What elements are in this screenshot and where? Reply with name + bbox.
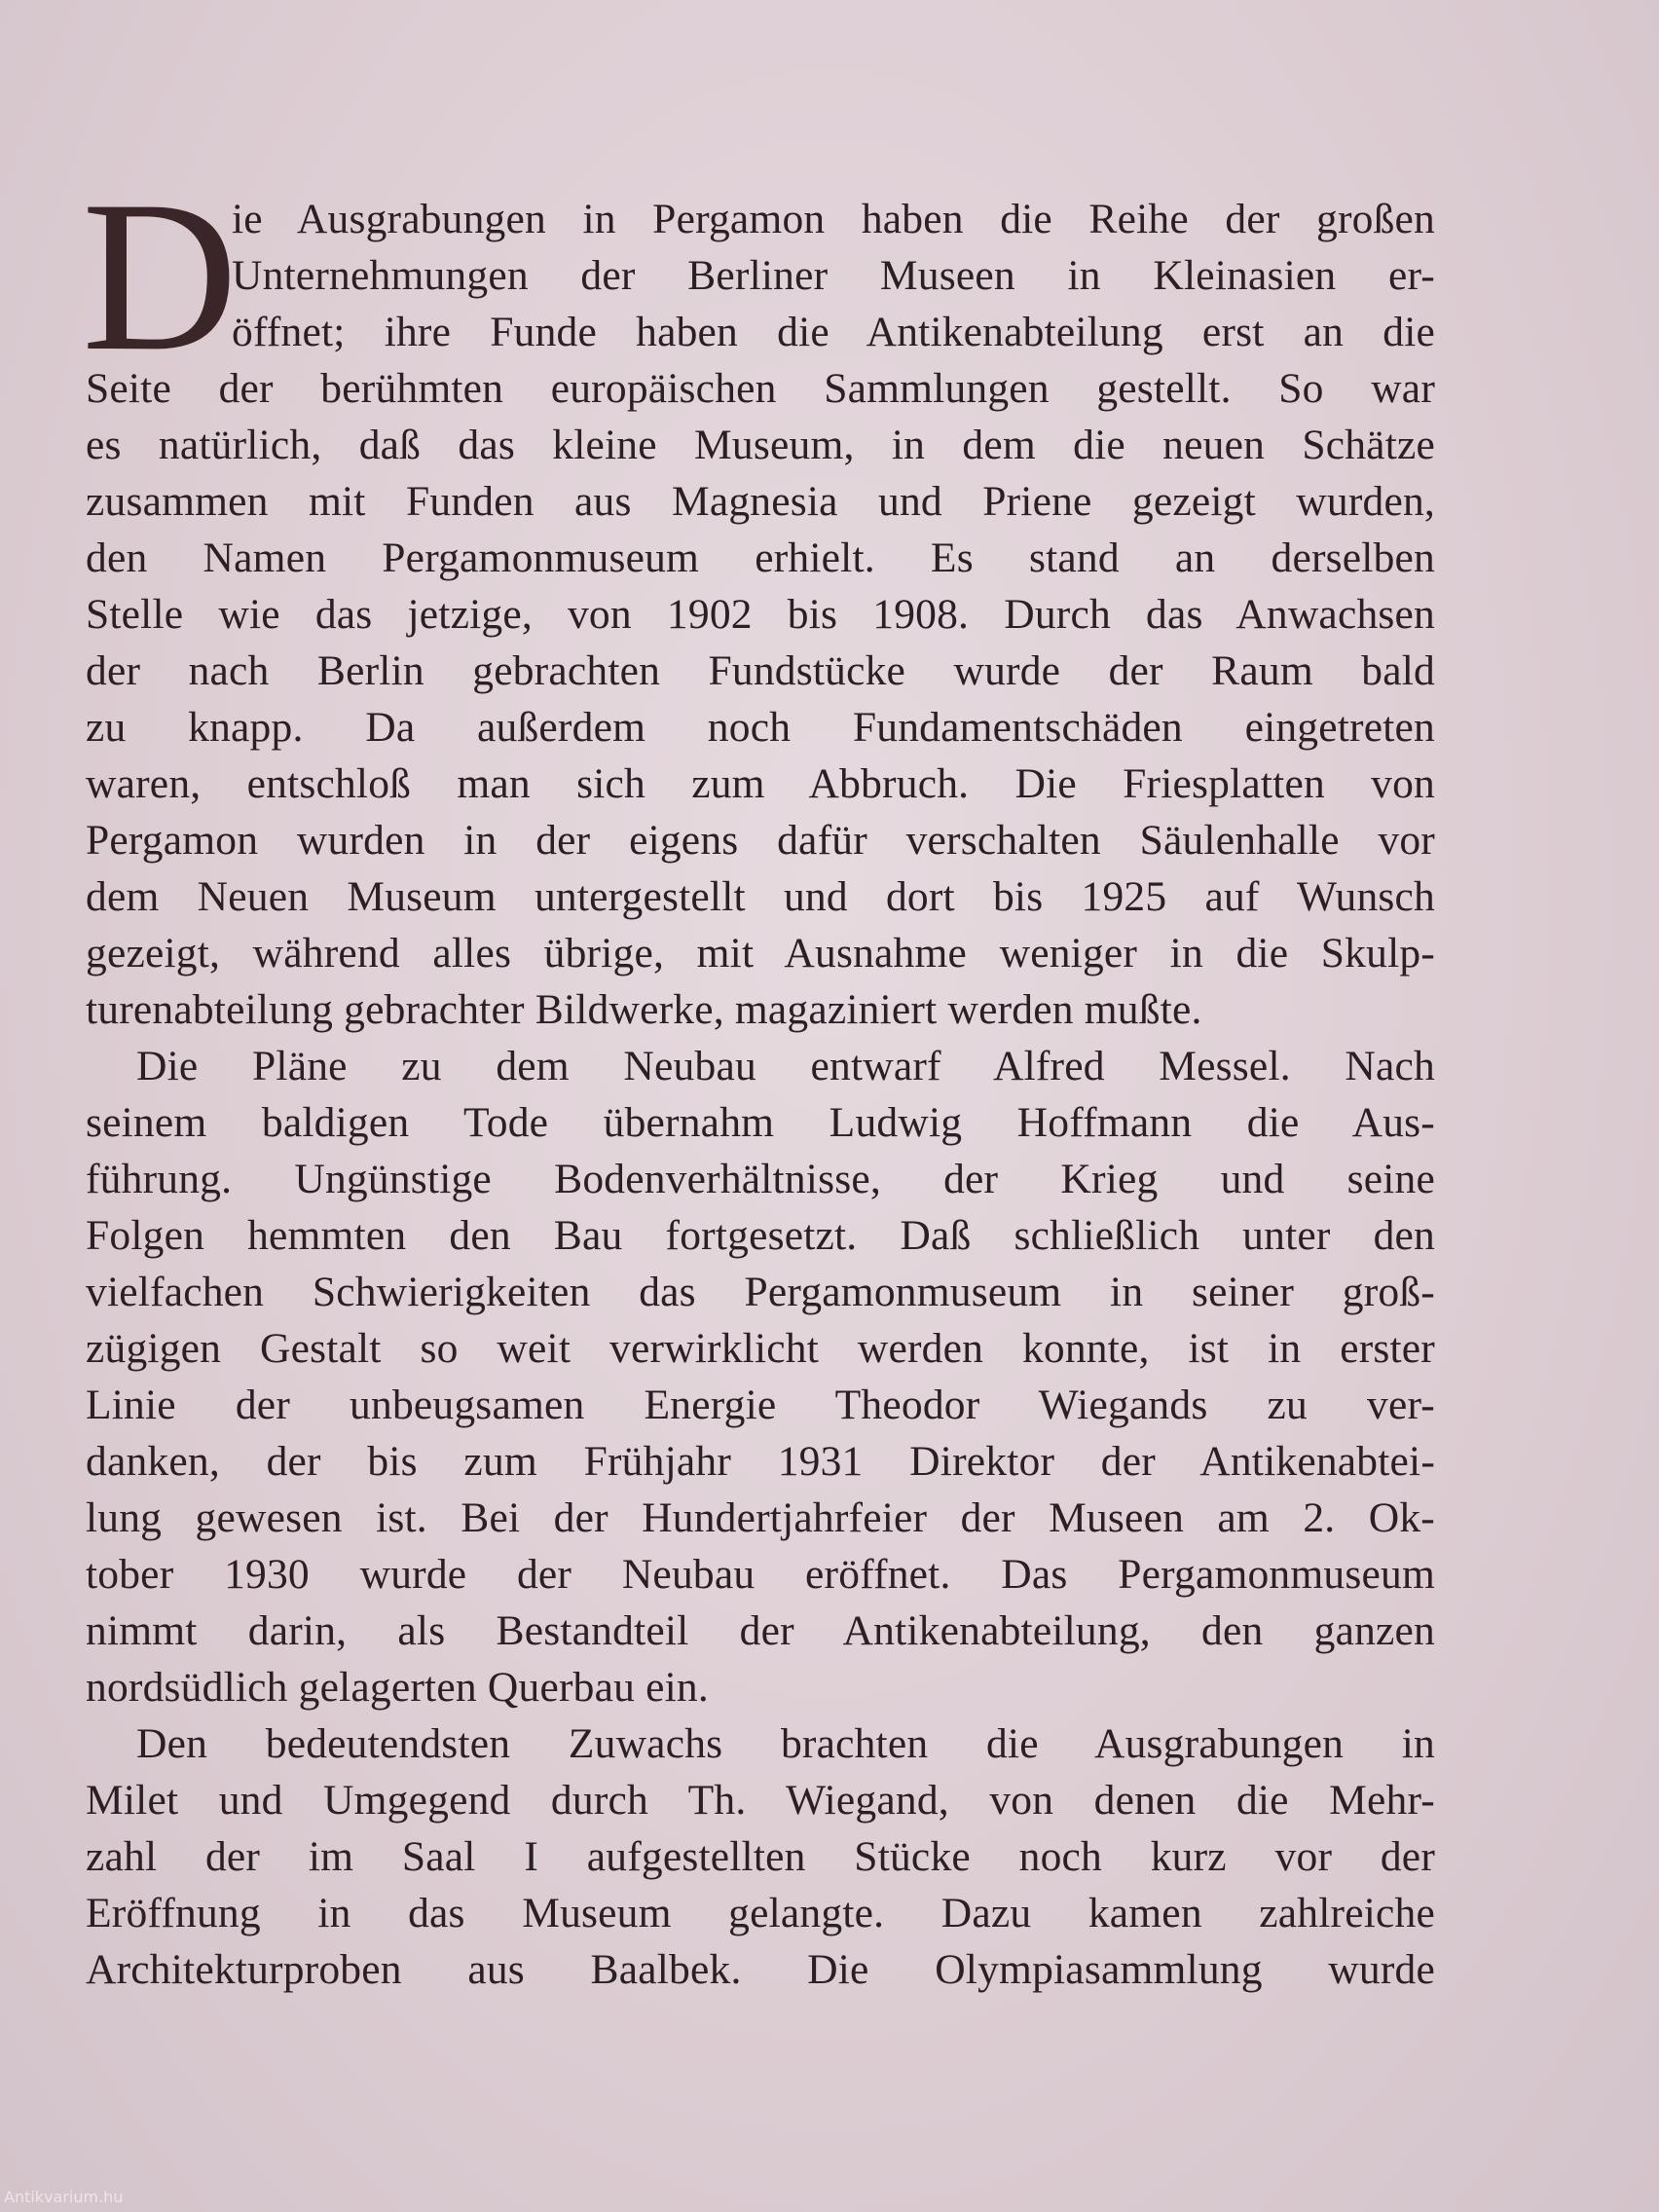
text-line: danken, der bis zum Frühjahr 1931 Direktor der Antikenabtei- — [86, 1438, 1435, 1485]
text-line: Stelle wie das jetzige, von 1902 bis 1908. Durch das Anwachsen — [86, 591, 1435, 638]
watermark: Antikvarium.hu — [4, 2188, 124, 2206]
text-line: nimmt darin, als Bestandteil der Antikenabteilung, den ganzen — [86, 1607, 1435, 1654]
text-line: seinem baldigen Tode übernahm Ludwig Hoffmann die Aus- — [86, 1099, 1435, 1146]
text-line: es natürlich, daß das kleine Museum, in dem die neuen Schätze — [86, 422, 1435, 468]
text-line: vielfachen Schwierigkeiten das Pergamonmuseum in seiner groß- — [86, 1269, 1435, 1315]
text-line: dem Neuen Museum untergestellt und dort bis 1925 auf Wunsch — [86, 873, 1435, 920]
text-line: zügigen Gestalt so weit verwirklicht werden konnte, ist in erster — [86, 1325, 1435, 1372]
text-line: der nach Berlin gebrachten Fundstücke wurde der Raum bald — [86, 647, 1435, 694]
text-line: tober 1930 wurde der Neubau eröffnet. Das Pergamonmuseum — [86, 1551, 1435, 1598]
text-line: lung gewesen ist. Bei der Hundertjahrfeier der Museen am 2. Ok- — [86, 1494, 1435, 1541]
text-line: Den bedeutendsten Zuwachs brachten die Ausgrabungen in — [136, 1720, 1435, 1767]
text-line: Folgen hemmten den Bau fortgesetzt. Daß schließlich unter den — [86, 1212, 1435, 1259]
text-line: öffnet; ihre Funde haben die Antikenabteilung erst an die — [232, 309, 1435, 355]
text-line: Eröffnung in das Museum gelangte. Dazu kamen zahlreiche — [86, 1890, 1435, 1936]
text-line: führung. Ungünstige Bodenverhältnisse, der Krieg und seine — [86, 1156, 1435, 1202]
text-line: den Namen Pergamonmuseum erhielt. Es stand an derselben — [86, 535, 1435, 581]
text-line: Unternehmungen der Berliner Museen in Kleinasien er- — [232, 252, 1435, 299]
text-line: nordsüdlich gelagerten Querbau ein. — [86, 1664, 709, 1711]
text-line: zu knapp. Da außerdem noch Fundamentschäden eingetreten — [86, 704, 1435, 751]
text-line: Architekturproben aus Baalbek. Die Olympiasammlung wurde — [86, 1946, 1435, 1993]
text-line: Die Pläne zu dem Neubau entwarf Alfred Messel. Nach — [136, 1043, 1435, 1089]
text-line: Pergamon wurden in der eigens dafür verschalten Säulenhalle vor — [86, 817, 1435, 864]
text-line: waren, entschloß man sich zum Abbruch. Die Friesplatten von — [86, 760, 1435, 807]
text-line: Milet und Umgegend durch Th. Wiegand, von denen die Mehr- — [86, 1777, 1435, 1824]
text-line: zahl der im Saal I aufgestellten Stücke noch kurz vor der — [86, 1833, 1435, 1880]
text-line: turenabteilung gebrachter Bildwerke, magaziniert werden mußte. — [86, 986, 1202, 1033]
text-line: Linie der unbeugsamen Energie Theodor Wiegands zu ver- — [86, 1382, 1435, 1428]
text-line: gezeigt, während alles übrige, mit Ausnahme weniger in die Skulp- — [86, 930, 1435, 977]
text-line: Seite der berühmten europäischen Sammlungen gestellt. So war — [86, 365, 1435, 412]
body-text — [86, 191, 1435, 1998]
text-line: zusammen mit Funden aus Magnesia und Priene gezeigt wurden, — [86, 478, 1435, 525]
text-line: ie Ausgrabungen in Pergamon haben die Reihe der großen — [232, 196, 1435, 242]
drop-cap-initial: D — [82, 157, 239, 396]
